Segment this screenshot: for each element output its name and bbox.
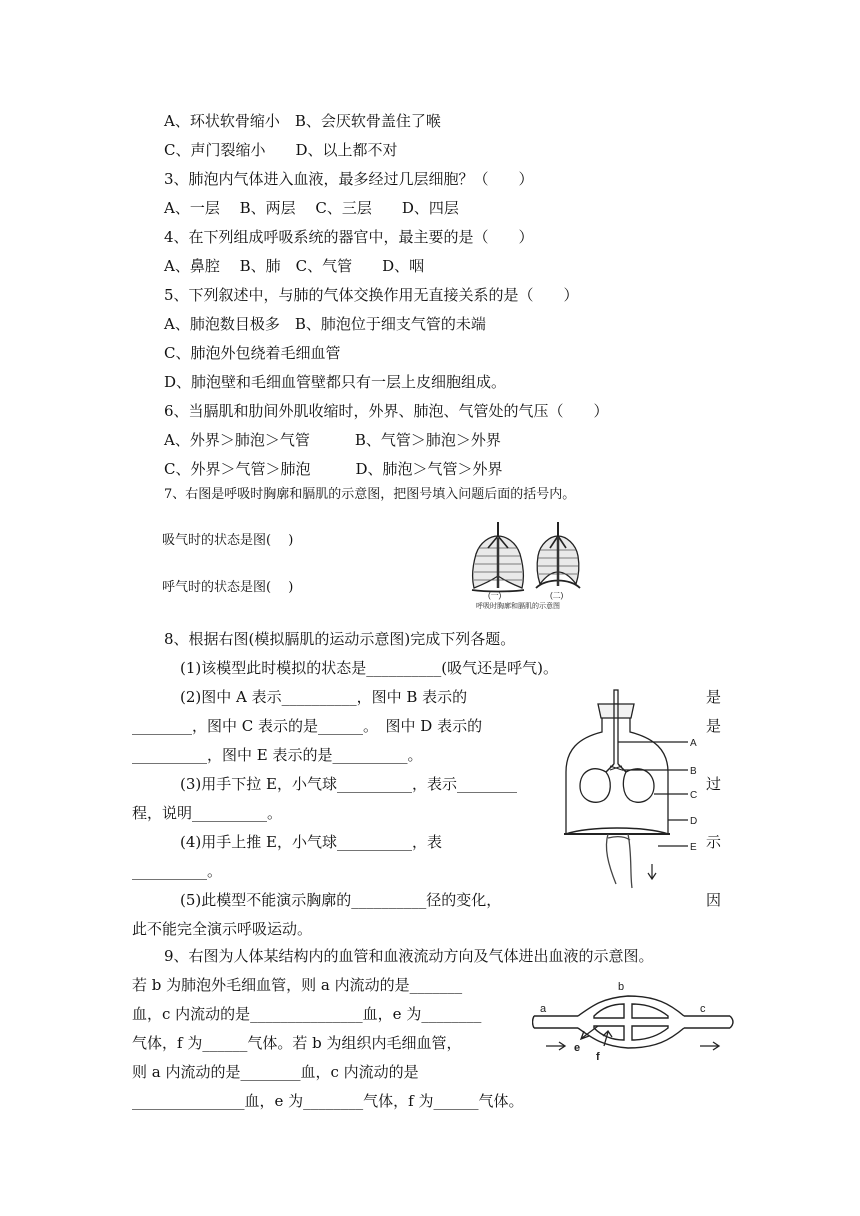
bell-jar-model-figure [558,688,708,914]
q8-part2-line2-end: 是 [706,717,722,735]
q8-part3-line1: (3)用手下拉 E，小气球__________，表示________ [180,775,517,793]
prev-question-options-cd: C、声门裂缩小 D、以上都不对 [164,141,398,159]
q4-stem: 4、在下列组成呼吸系统的器官中，最主要的是（ ） [164,228,534,246]
q8-part3-line2: 程，说明__________。 [132,804,283,822]
q9-line1: 9、右图为人体某结构内的血管和血液流动方向及气体进出血液的示意图。 [164,947,654,965]
figure-label-one: (一) [488,591,502,600]
label-a-vessel: a [540,1003,547,1015]
figure-caption: 呼吸时胸廓和膈肌的示意图 [476,603,560,610]
thorax-diaphragm-figure [466,518,590,610]
q3-stem: 3、肺泡内气体进入血液，最多经过几层细胞？（ ） [164,170,534,188]
q8-part5-line1: (5)此模型不能演示胸廓的__________径的变化， [180,891,502,909]
label-f-gas: f [596,1051,600,1063]
q6-stem: 6、当膈肌和肋间外肌收缩时，外界、肺泡、气管处的气压（ ） [164,402,609,420]
q9-line6: _______________血，e 为________气体，f 为______气体。 [132,1092,524,1110]
thorax-figure-one [472,522,524,592]
label-c: C [690,790,698,801]
q8-part2-line2: ________，图中 C 表示的是______。 图中 D 表示的 [132,717,483,735]
q5-option-d: D、肺泡壁和毛细血管壁都只有一层上皮细胞组成。 [164,373,507,391]
q9-line2: 若 b 为肺泡外毛细血管，则 a 内流动的是_______ [132,976,463,994]
q5-stem: 5、下列叙述中，与肺的气体交换作用无直接关系的是（ ） [164,286,579,304]
thorax-figure-two [536,522,580,588]
q5-option-c: C、肺泡外包绕着毛细血管 [164,344,341,362]
q9-line3: 血，c 内流动的是_______________血，e 为________ [132,1005,482,1023]
q7-exhale-question: 呼气时的状态是图( ) [162,580,294,595]
q3-options: A、一层 B、两层 C、三层 D、四层 [164,199,459,217]
q8-part5-line2: 此不能完全演示呼吸运动。 [132,920,313,938]
figure-label-two: (二) [550,591,564,600]
q6-options-ab: A、外界＞肺泡＞气管 B、气管＞肺泡＞外界 [164,431,501,449]
label-a: A [690,738,697,749]
q7-inhale-question: 吸气时的状态是图( ) [162,533,294,548]
q8-part3-line1-end: 过 [706,775,722,793]
q9-line4: 气体，f 为______气体。若 b 为组织内毛细血管， [132,1034,462,1052]
q7-stem: 7、右图是呼吸时胸廓和膈肌的示意图，把图号填入问题后面的括号内。 [164,487,576,502]
q8-part4-line2: __________。 [132,862,223,880]
q5-option-ab: A、肺泡数目极多 B、肺泡位于细支气管的未端 [164,315,486,333]
q8-part4-line1: (4)用手上推 E，小气球__________，表 [180,833,442,851]
q8-stem: 8、根据右图(模拟膈肌的运动示意图)完成下列各题。 [164,630,516,648]
q4-options: A、鼻腔 B、肺 C、气管 D、咽 [164,257,425,275]
q8-part4-line1-end: 示 [706,833,722,851]
q8-part2-line1: (2)图中 A 表示__________，图中 B 表示的 [180,688,468,706]
label-b-capillary: b [618,981,625,993]
label-e-gas: e [574,1042,581,1054]
label-d: D [690,816,698,827]
q8-part1: (1)该模型此时模拟的状态是__________(吸气还是呼气)。 [180,659,558,677]
q8-part5-line1-end: 因 [706,891,722,909]
label-c-vessel: c [700,1003,706,1015]
q8-part2-line3: __________，图中 E 表示的是__________。 [132,746,423,764]
label-e: E [690,842,697,853]
capillary-network-figure [532,976,742,1066]
q8-part2-line1-end: 是 [706,688,722,706]
q6-options-cd: C、外界＞气管＞肺泡 D、肺泡＞气管＞外界 [164,460,503,478]
q9-line5: 则 a 内流动的是________血，c 内流动的是 [132,1063,419,1081]
prev-question-options-ab: A、环状软骨缩小 B、会厌软骨盖住了喉 [164,112,441,130]
label-b: B [690,766,697,777]
